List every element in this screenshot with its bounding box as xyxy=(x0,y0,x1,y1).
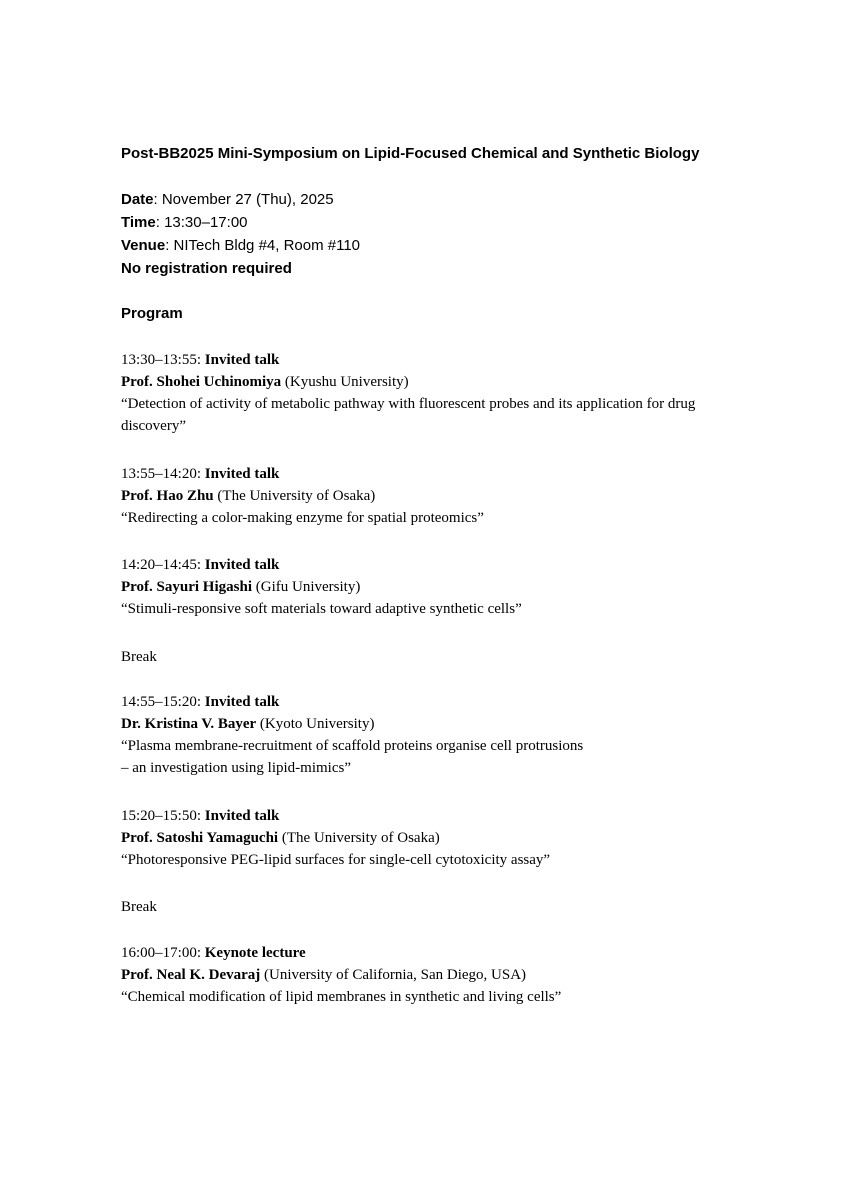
talk-speaker: Prof. Sayuri Higashi xyxy=(121,579,252,595)
talk-time: 14:20–14:45: xyxy=(121,557,205,573)
time-label: Time xyxy=(121,214,156,231)
talk-affiliation: (University of California, San Diego, USA) xyxy=(260,967,527,983)
talk-title-line-1: “Chemical modification of lipid membranes in synthetic and living cells” xyxy=(121,989,562,1005)
talk-affiliation: (Gifu University) xyxy=(252,579,361,595)
talk-time-line xyxy=(121,691,583,713)
talk-type: Invited talk xyxy=(204,694,280,710)
talk-speaker: Prof. Shohei Uchinomiya xyxy=(121,374,282,390)
talk-affiliation: (The University of Osaka) xyxy=(213,488,376,504)
talk-time: 15:20–15:50: xyxy=(121,808,205,824)
talk-speaker-line xyxy=(121,371,695,393)
talk-time-line xyxy=(121,463,484,485)
program-heading: Program xyxy=(121,305,183,322)
talk-speaker: Prof. Neal K. Devaraj xyxy=(121,967,261,983)
talk-2 xyxy=(121,463,484,529)
talk-type: Invited talk xyxy=(204,466,280,482)
talk-speaker-line xyxy=(121,576,522,598)
talk-4 xyxy=(121,691,583,779)
talk-time-line xyxy=(121,942,561,964)
talk-time-line xyxy=(121,805,550,827)
talk-title-line-1: “Stimuli-responsive soft materials toward adaptive synthetic cells” xyxy=(121,601,522,617)
talk-speaker: Dr. Kristina V. Bayer xyxy=(121,716,257,732)
venue-line xyxy=(121,237,360,254)
venue-label: Venue xyxy=(121,237,166,254)
talk-speaker: Prof. Hao Zhu xyxy=(121,488,214,504)
talk-speaker-line xyxy=(121,964,561,986)
talk-type: Invited talk xyxy=(204,808,280,824)
talk-title-line-1: “Plasma membrane-recruitment of scaffold proteins organise cell protrusions xyxy=(121,738,584,754)
talk-affiliation: (Kyoto University) xyxy=(256,716,375,732)
talk-type: Keynote lecture xyxy=(204,945,306,961)
talk-type: Invited talk xyxy=(204,557,280,573)
talk-time: 14:55–15:20: xyxy=(121,694,205,710)
talk-5 xyxy=(121,805,550,871)
registration-note: No registration required xyxy=(121,260,292,277)
talk-time-line xyxy=(121,554,522,576)
talk-speaker-line xyxy=(121,713,583,735)
talk-affiliation: (The University of Osaka) xyxy=(278,830,440,846)
time-value: : 13:30–17:00 xyxy=(155,214,248,231)
talk-type: Invited talk xyxy=(204,352,280,368)
talk-speaker: Prof. Satoshi Yamaguchi xyxy=(121,830,279,846)
talk-time-line xyxy=(121,349,695,371)
date-label: Date xyxy=(121,191,154,208)
talk-time: 13:30–13:55: xyxy=(121,352,205,368)
symposium-title: Post-BB2025 Mini-Symposium on Lipid-Focused Chemical and Synthetic Biology xyxy=(121,145,700,162)
talk-6-keynote xyxy=(121,942,561,1008)
talk-title-line-1: “Photoresponsive PEG-lipid surfaces for single-cell cytotoxicity assay” xyxy=(121,852,551,868)
date-line xyxy=(121,191,334,208)
talk-speaker-line xyxy=(121,827,550,849)
talk-affiliation: (Kyushu University) xyxy=(281,374,409,390)
talk-time: 16:00–17:00: xyxy=(121,945,205,961)
talk-3 xyxy=(121,554,522,620)
talk-title-line-1: “Detection of activity of metabolic pathway with fluorescent probes and its application for drug xyxy=(121,396,696,412)
time-line xyxy=(121,214,248,231)
talk-title-line-1: “Redirecting a color-making enzyme for spatial proteomics” xyxy=(121,510,484,526)
talk-1 xyxy=(121,349,695,437)
date-value: : November 27 (Thu), 2025 xyxy=(153,191,334,208)
talk-time: 13:55–14:20: xyxy=(121,466,205,482)
venue-value: : NITech Bldg #4, Room #110 xyxy=(165,237,361,254)
talk-title-line-2: – an investigation using lipid-mimics” xyxy=(121,760,351,776)
talk-title-line-2: discovery” xyxy=(121,418,186,434)
break-1: Break xyxy=(121,649,157,665)
talk-speaker-line xyxy=(121,485,484,507)
break-2: Break xyxy=(121,899,157,915)
